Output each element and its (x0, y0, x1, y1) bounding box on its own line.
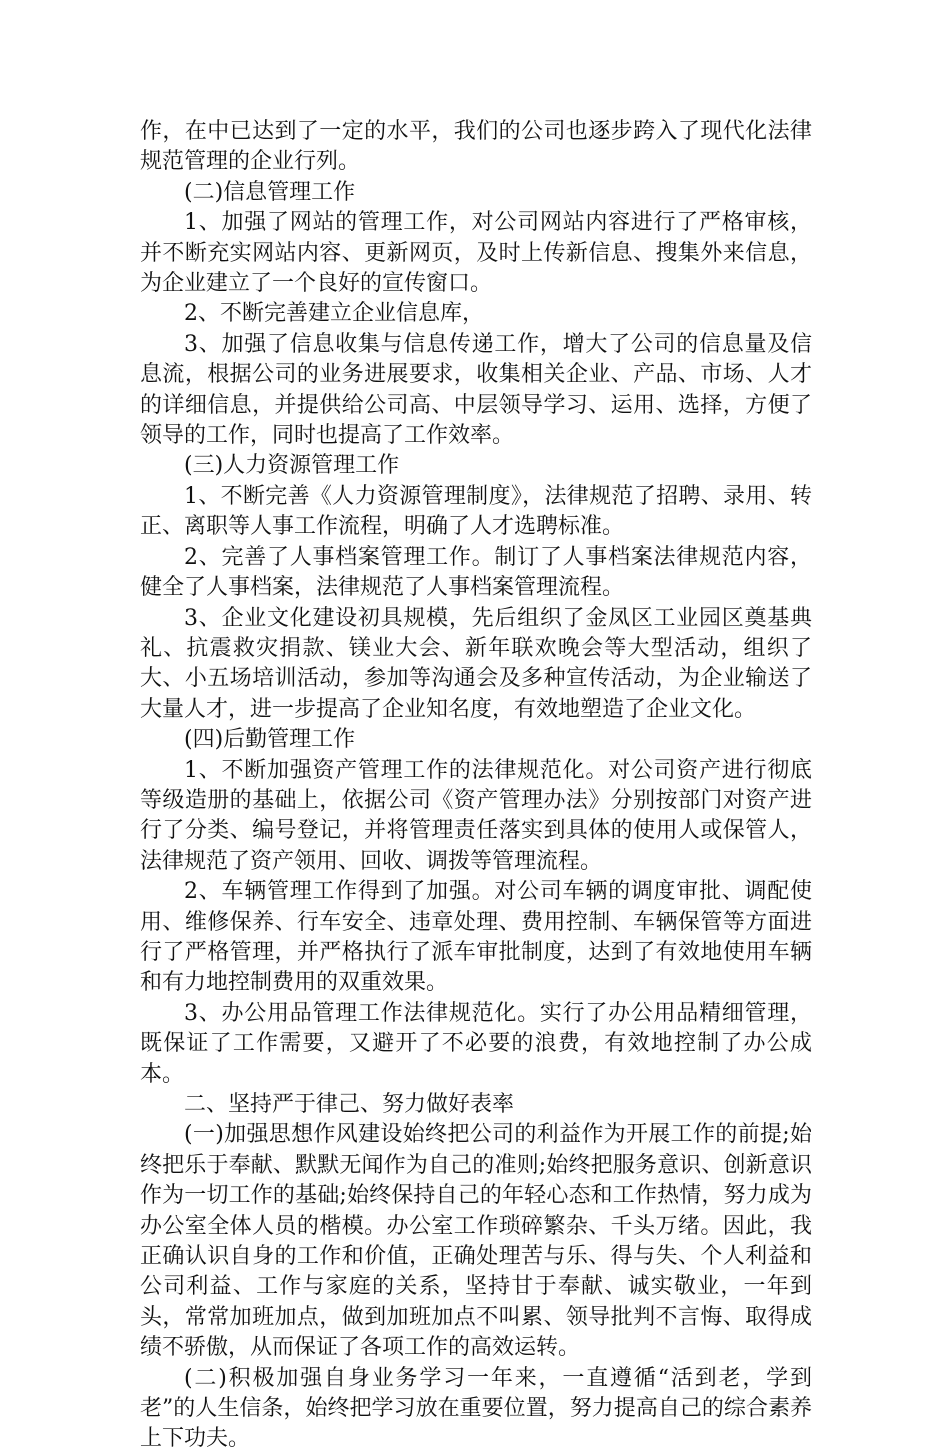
paragraph: (一)加强思想作风建设始终把公司的利益作为开展工作的前提;始终把乐于奉献、默默无闻作为自己的准则;始终把服务意识、创新意识作为一切工作的基础;始终保持自己的年轻心态和工作热情，努力成为办公室全体人员的楷模。办公室工作琐碎繁杂、千头万绪。因此，我正确认识自身的工作和价值，正确处理苦与乐、得与失、个人利益和公司利益、工作与家庭的关系，坚持甘于奉献、诚实敬业，一年到头，常常加班加点，做到加班加点不叫累、领导批判不言悔、取得成绩不骄傲，从而保证了各项工作的高效运转。 (140, 1122, 812, 1361)
paragraph: 2、完善了人事档案管理工作。制订了人事档案法律规范内容，健全了人事档案，法律规范了人事档案管理流程。 (140, 544, 812, 601)
section-heading-information-management: (二)信息管理工作 (184, 179, 356, 205)
document-body (140, 117, 812, 1455)
section-heading-logistics: (四)后勤管理工作 (184, 727, 356, 753)
paragraph: 2、车辆管理工作得到了加强。对公司车辆的调度审批、调配使用、维修保养、行车安全、违章处理、费用控制、车辆保管等方面进行了严格管理，并严格执行了派车审批制度，达到了有效地使用车辆和有力地控制费用的双重效果。 (140, 879, 812, 996)
paragraph: 3、加强了信息收集与信息传递工作，增大了公司的信息量及信息流，根据公司的业务进展要求，收集相关企业、产品、市场、人才的详细信息，并提供给公司高、中层领导学习、运用、选择，方便了领导的工作，同时也提高了工作效率。 (140, 331, 812, 449)
paragraph: 2、不断完善建立企业信息库， (184, 301, 484, 327)
paragraph: (二)积极加强自身业务学习一年来，一直遵循“活到老，学到老”的人生信条，始终把学习放在重要位置，努力提高自己的综合素养上下功夫。 (140, 1365, 812, 1452)
paragraph: 1、不断加强资产管理工作的法律规范化。对公司资产进行彻底等级造册的基础上，依据公司《资产管理办法》分别按部门对资产进行了分类、编号登记，并将管理责任落实到具体的使用人或保管人，法律规范了资产领用、回收、调拨等管理流程。 (140, 757, 812, 874)
paragraph: 1、不断完善《人力资源管理制度》，法律规范了招聘、录用、转正、离职等人事工作流程，明确了人才选聘标准。 (140, 483, 812, 540)
section-heading-self-discipline: 二、坚持严于律己、努力做好表率 (184, 1092, 515, 1117)
paragraph: 1、加强了网站的管理工作，对公司网站内容进行了严格审核，并不断充实网站内容、更新网页，及时上传新信息、搜集外来信息，为企业建立了一个良好的宣传窗口。 (140, 210, 812, 297)
section-heading-human-resources: (三)人力资源管理工作 (184, 453, 400, 479)
paragraph-continued: 作，在中已达到了一定的水平，我们的公司也逐步跨入了现代化法律规范管理的企业行列。 (140, 119, 812, 175)
paragraph: 3、企业文化建设初具规模，先后组织了金凤区工业园区奠基典礼、抗震救灾捐款、镁业大会、新年联欢晚会等大型活动，组织了大、小五场培训活动，参加等沟通会及多种宣传活动，为企业输送了大量人才，进一步提高了企业知名度，有效地塑造了企业文化。 (140, 605, 812, 722)
paragraph: 3、办公用品管理工作法律规范化。实行了办公用品精细管理，既保证了工作需要，又避开了不必要的浪费，有效地控制了办公成本。 (140, 1000, 812, 1087)
